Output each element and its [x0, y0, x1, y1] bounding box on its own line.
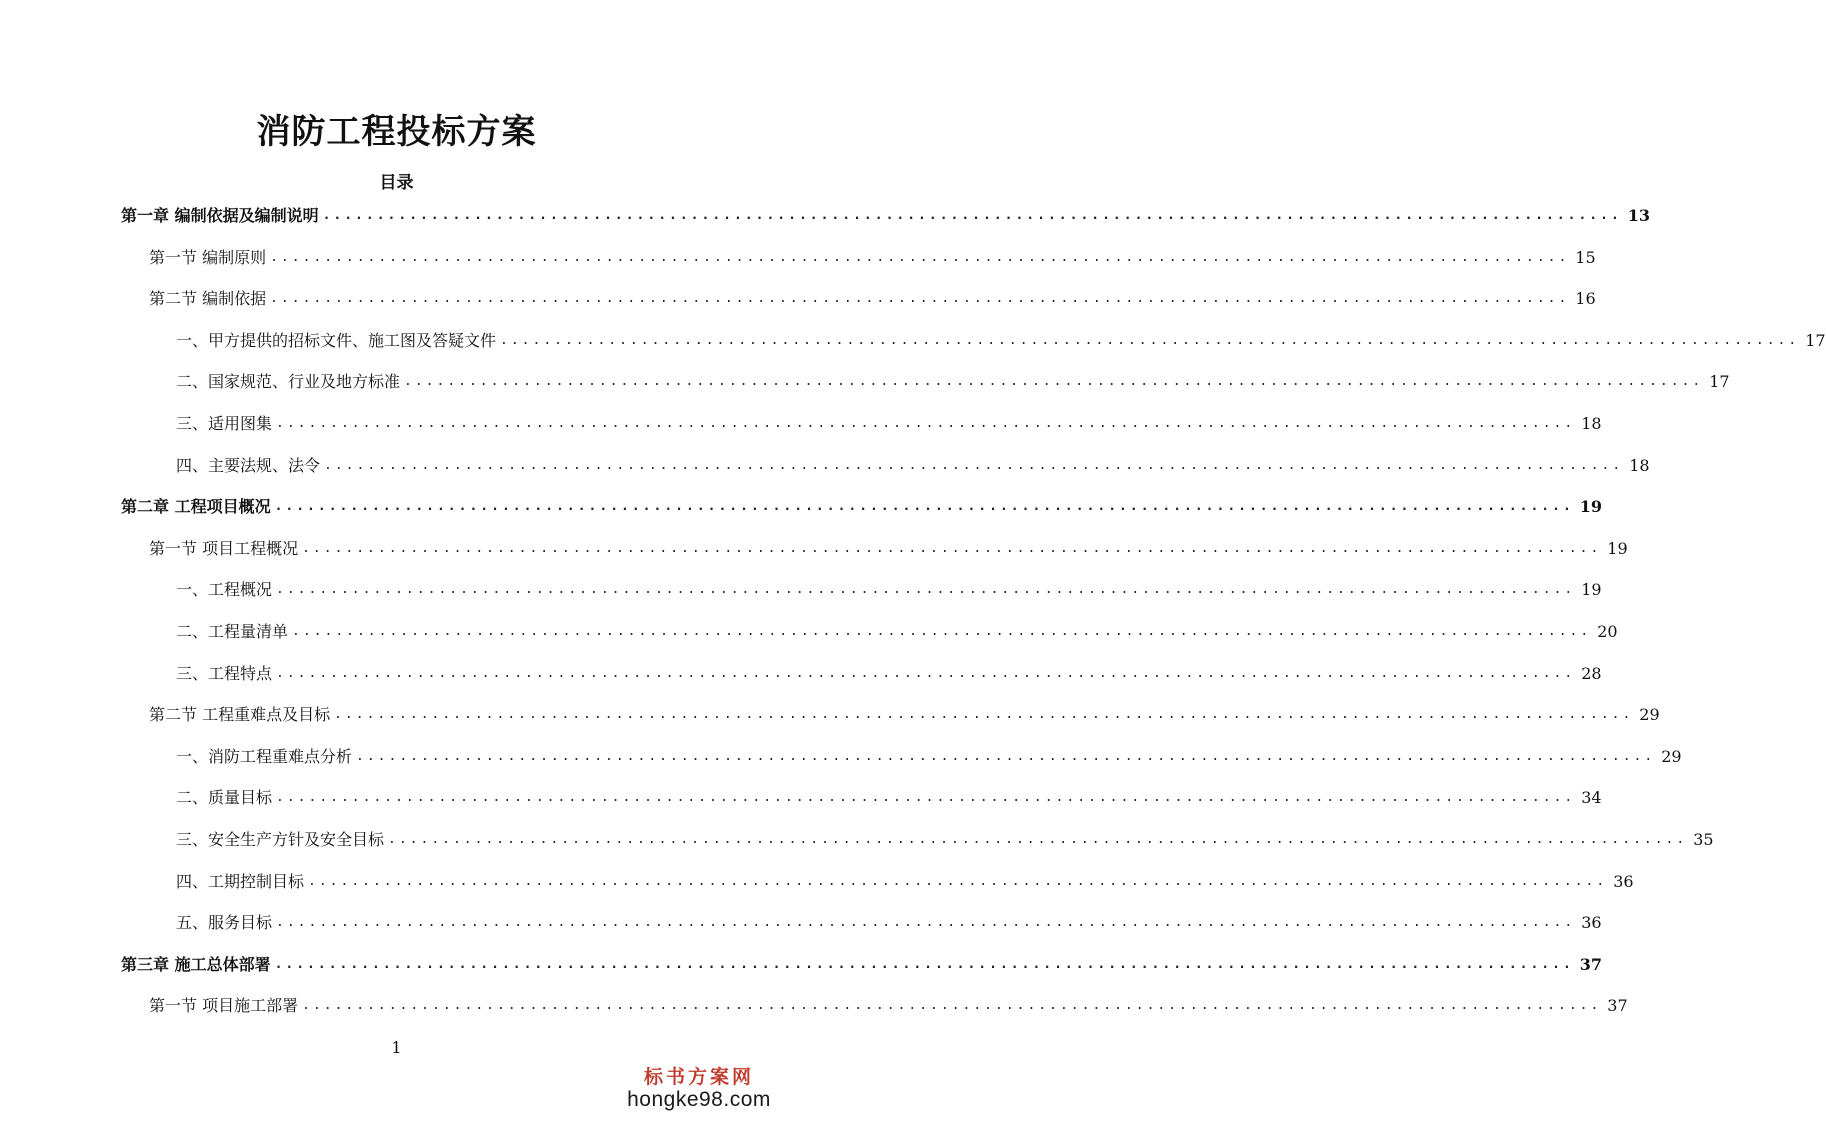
toc-entry-label: 二、质量目标	[176, 788, 273, 807]
toc-entry-label: 第二节 工程重难点及目标	[149, 705, 331, 724]
toc-entry-label: 四、工期控制目标	[176, 872, 305, 891]
toc-leader-dots: ........................................................................................................................	[270, 250, 1570, 265]
toc-subsection-entry	[176, 408, 1602, 434]
toc-leader-dots: ........................................................................................................................	[276, 915, 1576, 930]
toc-subsection-entry	[176, 616, 1618, 642]
toc-leader-dots: ........................................................................................................................	[276, 582, 1576, 597]
toc-subsection-entry	[176, 450, 1650, 476]
toc-entry-label: 第二节 编制依据	[149, 289, 267, 308]
toc-entry-page: 34	[1581, 788, 1602, 807]
toc-entry-page: 37	[1579, 955, 1603, 974]
toc-entry-page: 19	[1607, 539, 1628, 558]
toc-leader-dots: ........................................................................................................................	[388, 832, 1688, 847]
toc-entry-page: 16	[1575, 289, 1596, 308]
toc-entry-label: 二、工程量清单	[176, 622, 289, 641]
toc-entry-page: 36	[1581, 913, 1602, 932]
toc-entry-page: 17	[1709, 372, 1730, 391]
watermark-name: 标书方案网	[643, 1066, 754, 1088]
toc-entry-page: 37	[1607, 996, 1628, 1015]
toc-subsection-entry	[176, 741, 1682, 767]
toc-entry-page: 15	[1575, 248, 1596, 267]
toc-entry-page: 35	[1693, 830, 1714, 849]
toc-leader-dots: ........................................................................................................................	[308, 874, 1608, 889]
toc-chapter-entry	[121, 491, 1603, 517]
toc-entry-page: 19	[1579, 497, 1603, 516]
toc-leader-dots: ........................................................................................................................	[302, 541, 1602, 556]
toc-entry-label: 第一节 项目施工部署	[149, 996, 299, 1015]
toc-entry-page: 18	[1581, 414, 1602, 433]
toc-entry-label: 第一节 编制原则	[149, 248, 267, 267]
toc-entry-label: 三、工程特点	[176, 664, 273, 683]
toc-entry-page: 29	[1661, 747, 1682, 766]
toc-section-entry	[149, 990, 1628, 1016]
toc-subsection-entry	[176, 866, 1634, 892]
toc-leader-dots: ........................................................................................................................	[276, 666, 1576, 681]
toc-entry-label: 二、国家规范、行业及地方标准	[176, 372, 401, 391]
toc-entry-label: 四、主要法规、法令	[176, 456, 321, 475]
toc-leader-dots: ........................................................................................................................	[404, 374, 1704, 389]
toc-entry-label: 一、消防工程重难点分析	[176, 747, 353, 766]
toc-entry-page: 36	[1613, 872, 1634, 891]
toc-entry-label: 一、甲方提供的招标文件、施工图及答疑文件	[176, 331, 497, 350]
watermark-url: hongke98.com	[627, 1088, 771, 1111]
toc-section-entry	[149, 283, 1596, 309]
toc-leader-dots: ........................................................................................................................	[274, 499, 1574, 514]
toc-subsection-entry	[176, 782, 1602, 808]
toc-entry-page: 20	[1597, 622, 1618, 641]
toc-subsection-entry	[176, 907, 1602, 933]
toc-entry-page: 18	[1629, 456, 1650, 475]
toc-entry-label: 三、适用图集	[176, 414, 273, 433]
toc-section-entry	[149, 533, 1628, 559]
document-title: 消防工程投标方案	[256, 112, 537, 152]
watermark	[619, 1066, 779, 1112]
toc-leader-dots: ........................................................................................................................	[292, 624, 1592, 639]
toc-subsection-entry	[176, 574, 1602, 600]
toc-leader-dots: ........................................................................................................................	[356, 749, 1656, 764]
toc-entry-label: 五、服务目标	[176, 913, 273, 932]
toc-leader-dots: ........................................................................................................................	[274, 957, 1574, 972]
toc-leader-dots: ........................................................................................................................	[322, 208, 1622, 223]
toc-leader-dots: ........................................................................................................................	[500, 333, 1800, 348]
toc-subsection-entry	[176, 366, 1730, 392]
toc-section-entry	[149, 699, 1660, 725]
toc-entry-label: 一、工程概况	[176, 580, 273, 599]
toc-subsection-entry	[176, 658, 1602, 684]
toc-entry-page: 13	[1627, 206, 1651, 225]
toc-entry-label: 第一章 编制依据及编制说明	[121, 206, 319, 225]
toc-chapter-entry	[121, 200, 1651, 226]
toc-subsection-entry	[176, 325, 1826, 351]
toc-leader-dots: ........................................................................................................................	[276, 416, 1576, 431]
toc-leader-dots: ........................................................................................................................	[276, 790, 1576, 805]
toc-leader-dots: ........................................................................................................................	[334, 707, 1634, 722]
toc-entry-page: 19	[1581, 580, 1602, 599]
toc-entry-page: 17	[1805, 331, 1826, 350]
toc-entry-label: 第三章 施工总体部署	[121, 955, 271, 974]
toc-entry-label: 三、安全生产方针及安全目标	[176, 830, 385, 849]
toc-entry-page: 29	[1639, 705, 1660, 724]
toc-chapter-entry	[121, 949, 1603, 975]
toc-entry-label: 第二章 工程项目概况	[121, 497, 271, 516]
toc-entry-label: 第一节 项目工程概况	[149, 539, 299, 558]
toc-heading: 目录	[379, 173, 414, 193]
toc-entry-page: 28	[1581, 664, 1602, 683]
toc-leader-dots: ........................................................................................................................	[270, 291, 1570, 306]
toc-section-entry	[149, 242, 1596, 268]
toc-subsection-entry	[176, 824, 1714, 850]
toc-leader-dots: ........................................................................................................................	[324, 458, 1624, 473]
page-number: 1	[391, 1038, 402, 1057]
toc-leader-dots: ........................................................................................................................	[302, 998, 1602, 1013]
